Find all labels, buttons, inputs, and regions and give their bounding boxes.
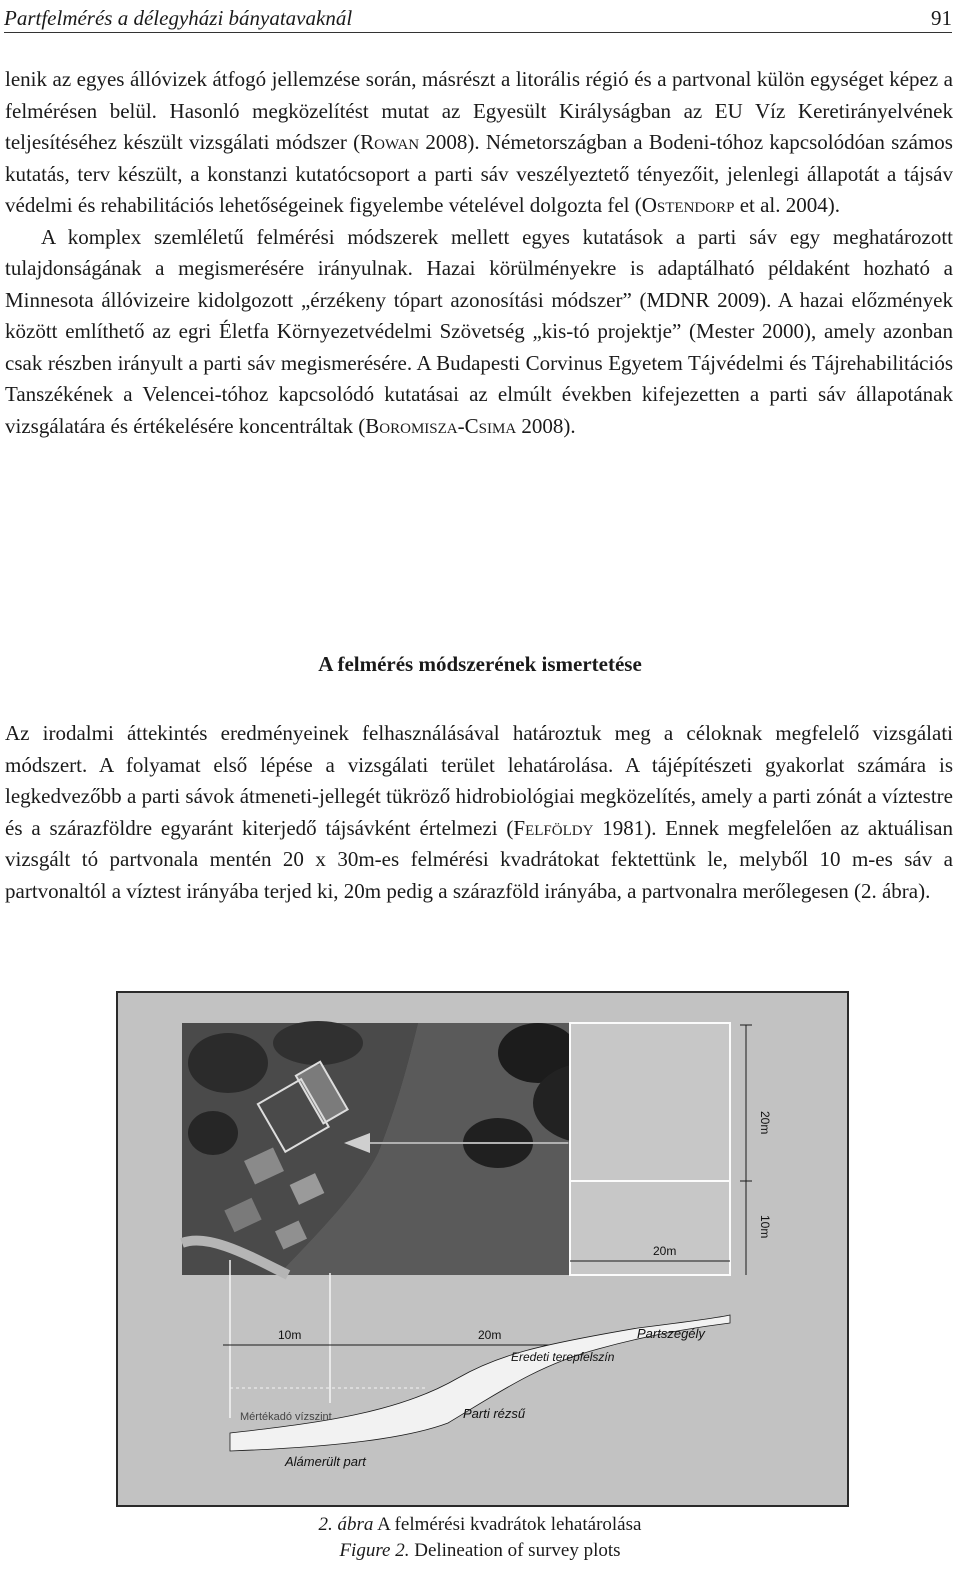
section-heading: A felmérés módszerének ismertetése [318, 652, 642, 676]
paragraph-1: lenik az egyes állóvizek átfogó jellemzése során, másrészt a litorális régió és a partvonal külön egységet képez a felmérésen belül. Hasonló megközelítést mutat az Egyesült Királyságban az EU Víz Keretirányelvének teljesítéséhez készült vizsgálati módszer (Rowan 2008). Németországban a Bodeni-tóhoz kapcsolódóan számos kutatás, terv készült, a konstanzi kutatócsoport a parti sáv veszélyeztető tényezőit, jelenlegi állapotát a tájsáv védelmi és rehabilitációs lehetőségeinek figyelembe vételével dolgozta fel (Ostendorp et al. 2004). [5, 67, 953, 217]
caption-en-number: Figure 2. [339, 1540, 410, 1561]
label-plan-10m-vertical: 10m [758, 1215, 772, 1239]
label-profile-20m: 20m [478, 1328, 502, 1342]
label-mertekado-vizszint: Mértékadó vízszint [240, 1411, 332, 1423]
label-parti-rezsu: Parti rézsű [463, 1406, 526, 1421]
caption-en-text: Delineation of survey plots [409, 1540, 621, 1561]
label-profile-10m: 10m [278, 1328, 302, 1342]
plan-view-quadrat [570, 1023, 772, 1275]
figure-2 [116, 991, 849, 1507]
caption-hu-text: A felmérési kvadrátok lehatárolása [373, 1514, 642, 1535]
label-partszegely: Partszegély [637, 1326, 705, 1341]
caption-en [0, 1540, 960, 1562]
body-text-bottom [5, 718, 953, 907]
paragraph-2: A komplex szemléletű felmérési módszerek mellett egyes kutatások a parti sáv egy meghatározott tulajdonságának a megismerésére irányulnak. Hazai körülményekre is adaptálható példaként hozható a Minnesota állóvizeire kidolgozott „érzékeny tópart azonosítási módszer” (MDNR 2009). A hazai előzmények között említhető az egri Életfa Környezetvédelmi Szövetség „kis-tó projektje” (Mester 2000), amely azonban csak részben irányult a parti sáv megismerésére. A Budapesti Corvinus Egyetem Tájvédelmi és Tájrehabilitációs Tanszékének a Velencei-tóhoz kapcsolódó kutatásai az elmúlt években kifejezetten a parti sáv állapotának vizsgálatára és értékelésére koncentráltak (Boromisza-Csima 2008). [5, 224, 953, 438]
label-eredeti-terepfelszin: Eredeti terepfelszín [511, 1350, 615, 1364]
label-alamerult-part: Alámerült part [285, 1454, 366, 1469]
citation-boromisza: Boromisza-Csima [365, 413, 517, 438]
citation-ostendorp: Ostendorp [641, 193, 735, 217]
cross-section-profile [223, 1260, 730, 1469]
caption-hu [0, 1514, 960, 1536]
figure-diagram [118, 993, 847, 1505]
citation-rowan: Rowan [360, 130, 420, 154]
caption-hu-number: 2. ábra [318, 1514, 374, 1535]
page-header [4, 4, 952, 33]
running-title: Partfelmérés a délegyházi bányatavaknál [4, 6, 353, 30]
label-plan-20m-horizontal: 20m [653, 1244, 677, 1258]
label-plan-20m-vertical: 20m [758, 1111, 772, 1135]
citation-felfoldy: Felföldy [513, 815, 594, 840]
paragraph-3: Az irodalmi áttekintés eredményeinek felhasználásával határoztuk meg a céloknak megfelelő vizsgálati módszert. A folyamat első lépése a vizsgálati terület lehatárolása. A tájépítészeti gyakorlat számára is legkedvezőbb a parti sávok átmeneti-jellegét tükröző hidrobiológiai megközelítés, amely a parti zónát a víztestre és a szárazföldre egyaránt kiterjedő tájsávként értelmezi (Felföldy 1981). Ennek megfelelően az aktuálisan vizsgált tó partvonala mentén 20 x 30m-es felmérési kvadrátokat fektettünk le, melyből 10 m-es sáv a partvonaltól a víztest irányába terjed ki, 20m pedig a szárazföld irányába, a partvonalra merőlegesen (2. ábra). [5, 721, 954, 903]
page-number: 91 [931, 6, 952, 30]
body-text-top [5, 64, 953, 442]
